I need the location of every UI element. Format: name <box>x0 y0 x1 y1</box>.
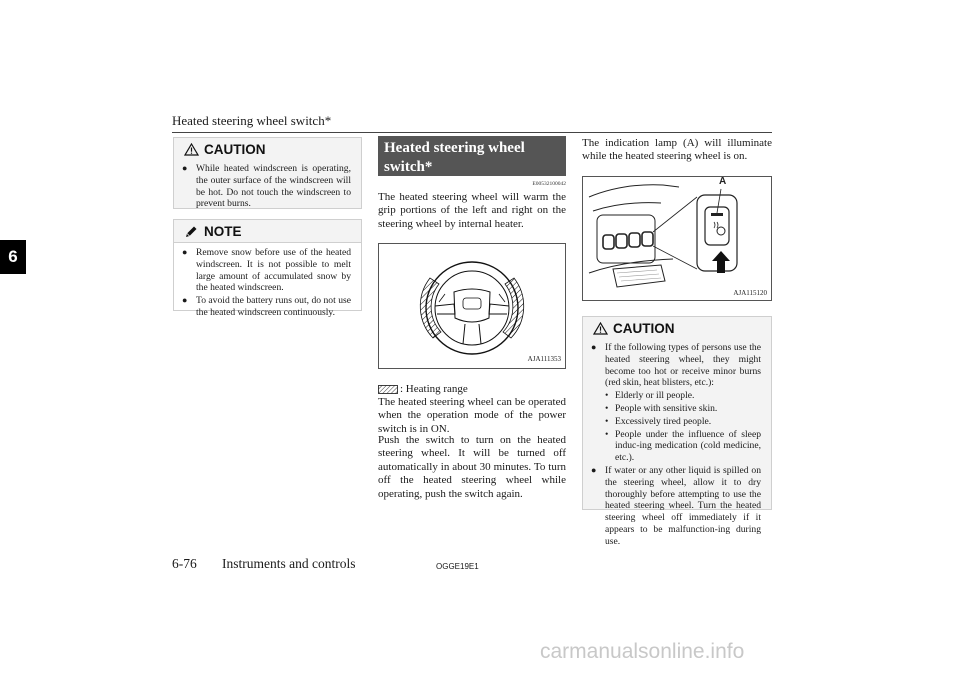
sub-bullet-icon: • <box>605 415 609 427</box>
caution-box-windscreen <box>173 137 362 209</box>
section-heading: Heated steering wheel switch* <box>378 136 566 176</box>
caution-item: ● If water or any other liquid is spilled on the steering wheel, allow it to dry thoroughly before attempting to use the heated steering wheel. Turn the heated steering wheel off immediately if it appears to be malfunction-ing during use. <box>591 464 761 547</box>
figure-code-label: AJA111353 <box>527 355 561 363</box>
caution-label: CAUTION <box>613 320 675 336</box>
footer-page-number: 6-76 <box>172 556 197 571</box>
indication-lamp-paragraph: The indication lamp (A) will illuminate while the heated steering wheel is on. <box>582 137 772 163</box>
bullet-icon: ● <box>182 295 188 306</box>
caution-box-heated-wheel <box>582 316 772 547</box>
steering-wheel-illustration <box>379 244 565 368</box>
bullet-icon: ● <box>591 464 597 475</box>
chapter-tab[interactable]: 6 <box>0 240 26 274</box>
note-box <box>173 219 362 318</box>
caution-subitem: • Excessively tired people. <box>605 415 712 427</box>
caution-subitem: • People under the influence of sleep induc-ing medication (cold medicine, etc.). <box>605 428 761 464</box>
switch-panel-illustration <box>583 177 771 300</box>
figure-callout-a: A <box>719 176 727 187</box>
figure-code-label: AJA115120 <box>733 289 767 297</box>
header-rule <box>172 132 772 133</box>
caution-subitem: • Elderly or ill people. <box>605 390 695 402</box>
note-item: ● To avoid the battery runs out, do not use the heated windscreen continuously. <box>182 295 351 318</box>
switch-panel-figure <box>582 176 772 301</box>
note-header <box>174 220 361 243</box>
bullet-icon: ● <box>182 163 188 173</box>
section-code: E00532100042 <box>532 181 566 187</box>
sub-bullet-icon: • <box>605 428 609 440</box>
heating-range-legend: : Heating range <box>378 383 566 396</box>
sub-bullet-icon: • <box>605 402 609 414</box>
caution-label: CAUTION <box>204 141 266 157</box>
caution-header <box>174 138 361 160</box>
operation-paragraph: The heated steering wheel can be operated when the operation mode of the power switch is in ON. <box>378 396 566 435</box>
hatch-swatch-icon <box>378 385 398 394</box>
caution-item: ● If the following types of persons use the heated steering wheel, they might become too hot or receive minor burns (red skin, heat blisters, etc.): • Elderly or ill people. • People with sensitive skin. • Excessively tired people. • People under the influence of sleep induc-ing medication (cold medicine, etc.). <box>591 342 761 464</box>
bullet-icon: ● <box>182 247 188 257</box>
bullet-icon: ● <box>591 342 597 352</box>
watermark: carmanualsonline.info <box>540 640 745 663</box>
note-label: NOTE <box>204 223 242 239</box>
sub-bullet-icon: • <box>605 390 609 402</box>
switch-paragraph: Push the switch to turn on the heated steering wheel. It will be turned off automatically in about 30 minutes. To turn off the heated steering wheel while operating, push the switch again. <box>378 434 566 500</box>
note-pencil-icon <box>184 225 199 238</box>
caution-header <box>583 317 771 339</box>
caution-subitem: • People with sensitive skin. <box>605 402 718 414</box>
warning-triangle-icon <box>593 322 608 335</box>
caution-item: ● While heated windscreen is operating, the outer surface of the windscreen will be hot. Do not touch the windscreen to prevent burns. <box>182 163 351 210</box>
footer-document-code: OGGE19E1 <box>436 562 479 571</box>
note-item: ● Remove snow before use of the heated windscreen. It is not possible to melt large amount of accumulated snow by the heated windscreen. <box>182 247 351 294</box>
steering-wheel-figure <box>378 243 566 369</box>
warning-triangle-icon <box>184 143 199 156</box>
page-header-title: Heated steering wheel switch* <box>172 113 332 128</box>
section-intro: The heated steering wheel will warm the grip portions of the left and right on the steering wheel by internal heater. <box>378 191 566 230</box>
footer-section-title: Instruments and controls <box>222 556 356 571</box>
